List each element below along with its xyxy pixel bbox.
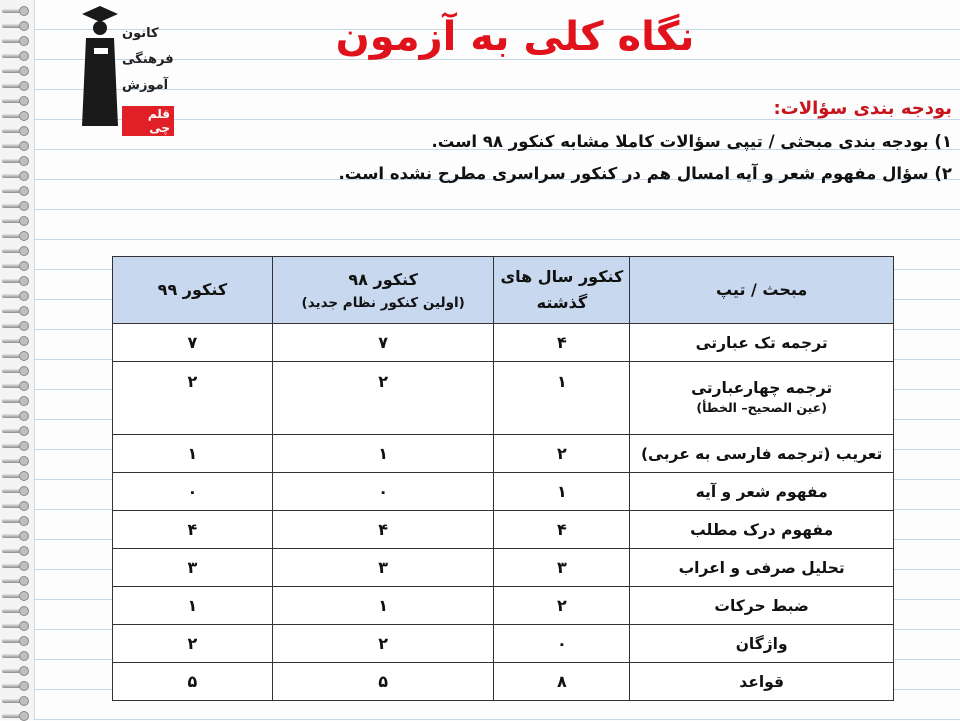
cell-past: ۴ xyxy=(494,511,630,549)
spiral-ring xyxy=(2,381,30,391)
cell-k98: ۲ xyxy=(272,362,494,435)
cell-k98: ۴ xyxy=(272,511,494,549)
cell-k98: ۰ xyxy=(272,473,494,511)
cell-past: ۳ xyxy=(494,549,630,587)
spiral-ring xyxy=(2,21,30,31)
budget-table xyxy=(112,256,894,701)
section-heading: بودجه بندی سؤالات: xyxy=(773,98,952,119)
header-topic: مبحث / تیپ xyxy=(630,257,894,324)
kanoon-logo xyxy=(78,4,174,135)
header-k98 xyxy=(272,257,494,324)
spiral-ring xyxy=(2,126,30,136)
spiral-ring xyxy=(2,396,30,406)
notebook-spiral-binding xyxy=(0,0,35,720)
header-k98-title: کنکور ۹۸ xyxy=(348,270,418,289)
logo-line-2: فرهنگی xyxy=(122,52,174,67)
spiral-ring xyxy=(2,636,30,646)
table-row xyxy=(113,549,894,587)
cell-topic: ضبط حرکات xyxy=(630,587,894,625)
cell-past: ۰ xyxy=(494,625,630,663)
header-k98-subtitle: (اولین کنکور نظام جدید) xyxy=(301,295,465,311)
spiral-ring xyxy=(2,546,30,556)
cell-k98: ۷ xyxy=(272,324,494,362)
table-row xyxy=(113,473,894,511)
cell-past: ۱ xyxy=(494,473,630,511)
cell-topic: مفهوم شعر و آیه xyxy=(630,473,894,511)
table-row xyxy=(113,587,894,625)
cell-k99: ۲ xyxy=(113,625,273,663)
spiral-ring xyxy=(2,171,30,181)
spiral-ring xyxy=(2,561,30,571)
spiral-ring xyxy=(2,426,30,436)
cell-k99: ۵ xyxy=(113,663,273,701)
table-row xyxy=(113,324,894,362)
spiral-ring xyxy=(2,36,30,46)
spiral-ring xyxy=(2,366,30,376)
cell-topic: قواعد xyxy=(630,663,894,701)
spiral-ring xyxy=(2,666,30,676)
spiral-ring xyxy=(2,6,30,16)
cell-k98: ۱ xyxy=(272,587,494,625)
spiral-ring xyxy=(2,246,30,256)
cell-past: ۱ xyxy=(494,362,630,435)
spiral-ring xyxy=(2,66,30,76)
header-k99: کنکور ۹۹ xyxy=(113,257,273,324)
cell-topic: تحلیل صرفی و اعراب xyxy=(630,549,894,587)
cell-past: ۸ xyxy=(494,663,630,701)
page-title: نگاه کلی به آزمون xyxy=(335,14,695,60)
spiral-ring xyxy=(2,231,30,241)
cell-topic-text: ترجمه چهارعبارتی xyxy=(691,379,833,397)
spiral-ring xyxy=(2,291,30,301)
cell-k99: ۰ xyxy=(113,473,273,511)
cell-k98: ۱ xyxy=(272,435,494,473)
cell-past: ۲ xyxy=(494,435,630,473)
spiral-ring xyxy=(2,591,30,601)
cell-k99: ۳ xyxy=(113,549,273,587)
cell-k99: ۴ xyxy=(113,511,273,549)
spiral-ring xyxy=(2,336,30,346)
cell-topic: واژگان xyxy=(630,625,894,663)
spiral-ring xyxy=(2,621,30,631)
cell-topic: تعریب (ترجمه فارسی به عربی) xyxy=(630,435,894,473)
spiral-ring xyxy=(2,441,30,451)
cell-past: ۴ xyxy=(494,324,630,362)
spiral-ring xyxy=(2,411,30,421)
table-header-row xyxy=(113,257,894,324)
spiral-ring xyxy=(2,216,30,226)
cell-k98: ۲ xyxy=(272,625,494,663)
table-row xyxy=(113,362,894,435)
logo-line-1: کانون xyxy=(122,26,159,41)
header-past: کنکور سال های گذشته xyxy=(494,257,630,324)
spiral-ring xyxy=(2,651,30,661)
spiral-ring xyxy=(2,696,30,706)
table-row xyxy=(113,435,894,473)
table-row xyxy=(113,625,894,663)
logo-line-3: آموزش xyxy=(122,78,169,93)
spiral-ring xyxy=(2,276,30,286)
spiral-ring xyxy=(2,456,30,466)
cell-past: ۲ xyxy=(494,587,630,625)
spiral-ring xyxy=(2,471,30,481)
cell-k98: ۳ xyxy=(272,549,494,587)
spiral-ring xyxy=(2,681,30,691)
spiral-ring xyxy=(2,201,30,211)
spiral-ring xyxy=(2,141,30,151)
cell-k99: ۱ xyxy=(113,587,273,625)
spiral-ring xyxy=(2,51,30,61)
cell-k99: ۷ xyxy=(113,324,273,362)
cell-k98: ۵ xyxy=(272,663,494,701)
cell-k99: ۱ xyxy=(113,435,273,473)
note-line-1: ۱) بودجه بندی مبحثی / تیپی سؤالات کاملا مشابه کنکور ۹۸ است. xyxy=(431,132,952,151)
graduate-figure-icon xyxy=(78,4,122,126)
spiral-ring xyxy=(2,351,30,361)
spiral-ring xyxy=(2,501,30,511)
spiral-ring xyxy=(2,306,30,316)
spiral-ring xyxy=(2,321,30,331)
cell-topic-note: (عین الصحیح– الخطأ) xyxy=(696,400,827,415)
spiral-ring xyxy=(2,156,30,166)
spiral-ring xyxy=(2,96,30,106)
cell-topic: ترجمه تک عبارتی xyxy=(630,324,894,362)
spiral-ring xyxy=(2,516,30,526)
spiral-ring xyxy=(2,606,30,616)
logo-badge: قلم چی xyxy=(122,106,174,136)
spiral-ring xyxy=(2,576,30,586)
spiral-ring xyxy=(2,186,30,196)
spiral-ring xyxy=(2,81,30,91)
spiral-ring xyxy=(2,111,30,121)
spiral-ring xyxy=(2,486,30,496)
table-row xyxy=(113,511,894,549)
spiral-ring xyxy=(2,261,30,271)
cell-topic: مفهوم درک مطلب xyxy=(630,511,894,549)
table-row xyxy=(113,663,894,701)
spiral-ring xyxy=(2,531,30,541)
cell-topic xyxy=(630,362,894,435)
note-line-2: ۲) سؤال مفهوم شعر و آیه امسال هم در کنکور سراسری مطرح نشده است. xyxy=(338,164,952,183)
cell-k99: ۲ xyxy=(113,362,273,435)
